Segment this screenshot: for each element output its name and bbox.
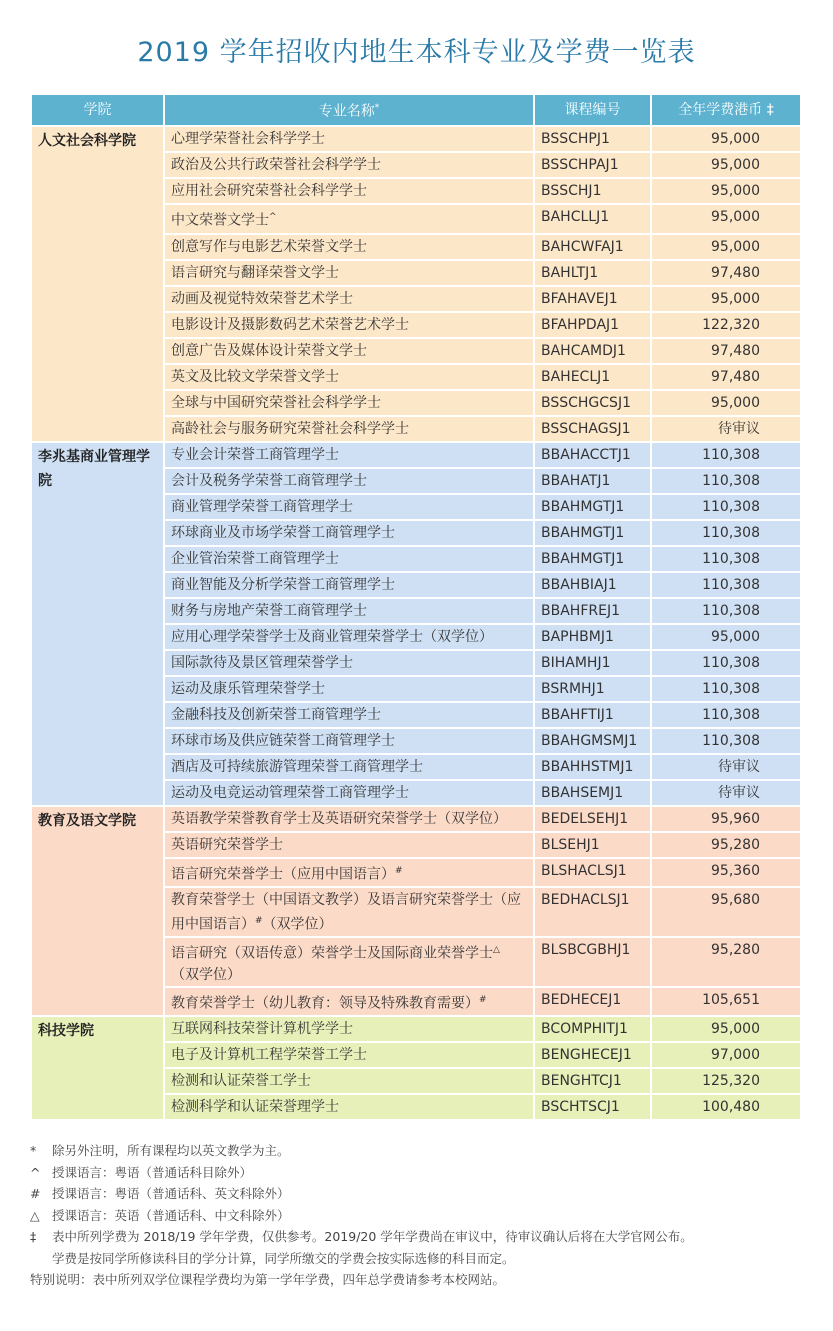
major-label: 应用社会研究荣誉社会科学学士 bbox=[171, 183, 367, 199]
major-label: 语言研究与翻译荣誉文学士 bbox=[171, 264, 339, 281]
major-label: 运动及康乐管理荣誉学士 bbox=[171, 680, 325, 697]
course-code: BLSHACLSJ1 bbox=[534, 858, 651, 888]
course-code: BBAHMGTJ1 bbox=[534, 494, 651, 520]
footnote bbox=[30, 1226, 693, 1248]
annual-fee: 110,308 bbox=[651, 650, 801, 676]
course-code: BBAHMGTJ1 bbox=[534, 520, 651, 546]
major-label: 运动及电竞运动管理荣誉工商管理学士 bbox=[171, 784, 409, 801]
annual-fee: 97,000 bbox=[651, 1042, 801, 1068]
header-major bbox=[164, 94, 534, 126]
footnote-text: 授课语言：粤语（普通话科、英文科除外） bbox=[52, 1186, 290, 1201]
course-code: BLSEHJ1 bbox=[534, 832, 651, 858]
major-label: 英语研究荣誉学士 bbox=[171, 836, 283, 853]
annual-fee: 95,960 bbox=[651, 806, 801, 832]
major-label: 互联网科技荣誉计算机学学士 bbox=[171, 1021, 353, 1038]
course-code: BLSBCGBHJ1 bbox=[534, 937, 651, 987]
major-name bbox=[164, 494, 534, 520]
major-name bbox=[164, 624, 534, 650]
major-label: 环球商业及市场学荣誉工商管理学士 bbox=[171, 524, 395, 541]
annual-fee: 95,280 bbox=[651, 937, 801, 987]
major-label: 创意广告及媒体设计荣誉文学士 bbox=[171, 342, 367, 359]
college-name: 李兆基商业管理学院 bbox=[31, 442, 164, 806]
language-mark: # bbox=[255, 916, 263, 927]
footnote bbox=[30, 1140, 693, 1162]
annual-fee: 95,280 bbox=[651, 832, 801, 858]
college-name: 教育及语文学院 bbox=[31, 806, 164, 1017]
course-code: BSSCHAGSJ1 bbox=[534, 416, 651, 442]
major-label: 动画及视觉特效荣誉艺术学士 bbox=[171, 290, 353, 307]
major-name bbox=[164, 832, 534, 858]
table-row bbox=[31, 442, 801, 468]
major-label: 中文荣誉文学士 bbox=[171, 212, 269, 229]
major-label: 专业会计荣誉工商管理学士 bbox=[171, 446, 339, 463]
course-code: BSRMHJ1 bbox=[534, 676, 651, 702]
major-name bbox=[164, 702, 534, 728]
language-mark: # bbox=[479, 994, 487, 1005]
annual-fee: 95,680 bbox=[651, 887, 801, 937]
annual-fee: 110,308 bbox=[651, 494, 801, 520]
major-suffix: （双学位） bbox=[262, 916, 333, 933]
major-label: 心理学荣誉社会科学学士 bbox=[171, 131, 325, 147]
college-name: 科技学院 bbox=[31, 1016, 164, 1120]
major-name bbox=[164, 204, 534, 234]
major-name bbox=[164, 126, 534, 152]
page-title: 2019 学年招收内地生本科专业及学费一览表 bbox=[137, 37, 696, 68]
header-fee-label: 全年学费港币 bbox=[678, 102, 763, 118]
major-label: 企业管治荣誉工商管理学士 bbox=[171, 550, 339, 567]
course-code: BBAHBIAJ1 bbox=[534, 572, 651, 598]
major-label: 英语教学荣誉教育学士及英语研究荣誉学士（双学位） bbox=[171, 810, 507, 827]
header-major-mark: * bbox=[374, 103, 380, 114]
major-name bbox=[164, 364, 534, 390]
header-fee-mark: ‡ bbox=[766, 102, 774, 118]
course-code: BBAHACCTJ1 bbox=[534, 442, 651, 468]
major-name bbox=[164, 780, 534, 806]
major-label: 全球与中国研究荣誉社会科学学士 bbox=[171, 394, 381, 411]
course-code: BBAHMGTJ1 bbox=[534, 546, 651, 572]
major-name bbox=[164, 987, 534, 1017]
major-label: 高龄社会与服务研究荣誉社会科学学士 bbox=[171, 420, 409, 437]
course-code: BEDELSEHJ1 bbox=[534, 806, 651, 832]
footnote-text: 学费是按同学所修读科目的学分计算，同学所缴交的学费会按实际选修的科目而定。 bbox=[52, 1250, 515, 1266]
course-code: BAHECLJ1 bbox=[534, 364, 651, 390]
major-name bbox=[164, 937, 534, 987]
major-name bbox=[164, 676, 534, 702]
table-row bbox=[31, 806, 801, 832]
programs-table bbox=[30, 93, 802, 1121]
major-name bbox=[164, 1068, 534, 1094]
major-label: 检测科学和认证荣誉理学士 bbox=[171, 1099, 339, 1116]
language-mark: # bbox=[395, 865, 403, 876]
footnotes bbox=[30, 1140, 693, 1291]
table-row bbox=[31, 126, 801, 152]
major-name bbox=[164, 806, 534, 832]
major-label: 环球市场及供应链荣誉工商管理学士 bbox=[171, 732, 395, 749]
major-name bbox=[164, 178, 534, 204]
annual-fee: 100,480 bbox=[651, 1094, 801, 1120]
course-code: BENGHTCJ1 bbox=[534, 1068, 651, 1094]
annual-fee: 110,308 bbox=[651, 676, 801, 702]
major-name bbox=[164, 442, 534, 468]
annual-fee: 122,320 bbox=[651, 312, 801, 338]
language-mark: △ bbox=[493, 944, 500, 955]
header-college: 学院 bbox=[31, 94, 164, 126]
course-code: BENGHECEJ1 bbox=[534, 1042, 651, 1068]
course-code: BBAHATJ1 bbox=[534, 468, 651, 494]
footnote-symbol: ‡ bbox=[30, 1229, 37, 1244]
major-label: 语言研究（双语传意）荣誉学士及国际商业荣誉学士 bbox=[171, 945, 493, 962]
course-code: BIHAMHJ1 bbox=[534, 650, 651, 676]
annual-fee: 110,308 bbox=[651, 442, 801, 468]
footnote-text: 表中所列学费为 2018/19 学年学费，仅供参考。2019/20 学年学费尚在审议中，待审议确认后将在大学官网公布。 bbox=[52, 1229, 693, 1244]
major-label: 商业管理学荣誉工商管理学士 bbox=[171, 498, 353, 515]
annual-fee: 待审议 bbox=[651, 754, 801, 780]
major-label: 财务与房地产荣誉工商管理学士 bbox=[171, 602, 367, 619]
major-name bbox=[164, 468, 534, 494]
course-code: BSCHTSCJ1 bbox=[534, 1094, 651, 1120]
footnote bbox=[30, 1205, 693, 1227]
major-name bbox=[164, 728, 534, 754]
course-code: BEDHECEJ1 bbox=[534, 987, 651, 1017]
footnote-symbol: ^ bbox=[30, 1164, 41, 1180]
footnote-symbol: △ bbox=[30, 1207, 40, 1223]
course-code: BAHCWFAJ1 bbox=[534, 234, 651, 260]
annual-fee: 97,480 bbox=[651, 338, 801, 364]
major-name bbox=[164, 598, 534, 624]
major-name bbox=[164, 260, 534, 286]
annual-fee: 110,308 bbox=[651, 598, 801, 624]
footnote-symbol bbox=[30, 1248, 52, 1270]
major-name bbox=[164, 312, 534, 338]
major-name bbox=[164, 1094, 534, 1120]
annual-fee: 125,320 bbox=[651, 1068, 801, 1094]
course-code: BAHCAMDJ1 bbox=[534, 338, 651, 364]
major-name bbox=[164, 572, 534, 598]
major-name bbox=[164, 546, 534, 572]
annual-fee: 95,000 bbox=[651, 178, 801, 204]
table-header bbox=[31, 94, 801, 126]
footnote bbox=[30, 1183, 693, 1205]
footnote-text: 除另外注明，所有课程均以英文教学为主。 bbox=[52, 1143, 290, 1158]
major-label: 商业智能及分析学荣誉工商管理学士 bbox=[171, 576, 395, 593]
major-label: 语言研究荣誉学士（应用中国语言） bbox=[171, 866, 395, 883]
language-mark: ^ bbox=[269, 212, 277, 222]
major-label: 教育荣誉学士（幼儿教育：领导及特殊教育需要） bbox=[171, 995, 479, 1012]
major-name bbox=[164, 234, 534, 260]
annual-fee: 95,000 bbox=[651, 624, 801, 650]
annual-fee: 95,000 bbox=[651, 152, 801, 178]
footnote bbox=[30, 1162, 693, 1184]
major-name bbox=[164, 650, 534, 676]
major-label: 国际款待及景区管理荣誉学士 bbox=[171, 654, 353, 671]
footnote-symbol: * bbox=[30, 1143, 37, 1158]
major-suffix: （双学位） bbox=[171, 966, 241, 983]
course-code: BSSCHJ1 bbox=[534, 178, 651, 204]
footnote bbox=[30, 1248, 693, 1270]
major-label: 检测和认证荣誉工学士 bbox=[171, 1073, 311, 1090]
course-code: BAHLTJ1 bbox=[534, 260, 651, 286]
major-name bbox=[164, 754, 534, 780]
footnote-symbol: # bbox=[30, 1186, 41, 1201]
annual-fee: 待审议 bbox=[651, 416, 801, 442]
header-major-label: 专业名称 bbox=[318, 103, 375, 120]
course-code: BBAHGMSMJ1 bbox=[534, 728, 651, 754]
annual-fee: 95,000 bbox=[651, 126, 801, 152]
major-label: 创意写作与电影艺术荣誉文学士 bbox=[171, 238, 367, 255]
course-code: BAPHBMJ1 bbox=[534, 624, 651, 650]
course-code: BBAHFTIJ1 bbox=[534, 702, 651, 728]
annual-fee: 95,360 bbox=[651, 858, 801, 888]
annual-fee: 110,308 bbox=[651, 468, 801, 494]
course-code: BFAHAVEJ1 bbox=[534, 286, 651, 312]
annual-fee: 97,480 bbox=[651, 260, 801, 286]
annual-fee: 95,000 bbox=[651, 204, 801, 234]
major-name bbox=[164, 887, 534, 937]
major-label: 金融科技及创新荣誉工商管理学士 bbox=[171, 706, 381, 723]
course-code: BSSCHPJ1 bbox=[534, 126, 651, 152]
annual-fee: 105,651 bbox=[651, 987, 801, 1017]
course-code: BSSCHPAJ1 bbox=[534, 152, 651, 178]
header-fee bbox=[651, 94, 801, 126]
major-label: 英文及比较文学荣誉文学士 bbox=[171, 368, 339, 385]
annual-fee: 110,308 bbox=[651, 728, 801, 754]
annual-fee: 110,308 bbox=[651, 546, 801, 572]
annual-fee: 110,308 bbox=[651, 520, 801, 546]
course-code: BBAHFREJ1 bbox=[534, 598, 651, 624]
course-code: BSSCHGCSJ1 bbox=[534, 390, 651, 416]
annual-fee: 95,000 bbox=[651, 1016, 801, 1042]
course-code: BBAHSEMJ1 bbox=[534, 780, 651, 806]
header-code: 课程编号 bbox=[534, 94, 651, 126]
major-label: 酒店及可持续旅游管理荣誉工商管理学士 bbox=[171, 758, 423, 775]
major-label: 会计及税务学荣誉工商管理学士 bbox=[171, 472, 367, 489]
annual-fee: 97,480 bbox=[651, 364, 801, 390]
footnote-text: 授课语言：粤语（普通话科目除外） bbox=[52, 1164, 253, 1180]
major-name bbox=[164, 152, 534, 178]
footnote-text: 授课语言：英语（普通话科、中文科除外） bbox=[52, 1207, 290, 1223]
annual-fee: 95,000 bbox=[651, 390, 801, 416]
annual-fee: 95,000 bbox=[651, 286, 801, 312]
annual-fee: 待审议 bbox=[651, 780, 801, 806]
course-code: BEDHACLSJ1 bbox=[534, 887, 651, 937]
major-label: 教育荣誉学士（中国语文教学）及语言研究荣誉学士（应用中国语言） bbox=[171, 892, 521, 933]
table-row bbox=[31, 1016, 801, 1042]
major-label: 政治及公共行政荣誉社会科学学士 bbox=[171, 157, 381, 173]
major-label: 应用心理学荣誉学士及商业管理荣誉学士（双学位） bbox=[171, 628, 493, 645]
major-label: 电影设计及摄影数码艺术荣誉艺术学士 bbox=[171, 316, 409, 333]
major-name bbox=[164, 390, 534, 416]
annual-fee: 110,308 bbox=[651, 572, 801, 598]
college-name: 人文社会科学院 bbox=[31, 126, 164, 442]
major-name bbox=[164, 520, 534, 546]
major-name bbox=[164, 1042, 534, 1068]
major-name bbox=[164, 416, 534, 442]
major-name bbox=[164, 858, 534, 888]
annual-fee: 95,000 bbox=[651, 234, 801, 260]
annual-fee: 110,308 bbox=[651, 702, 801, 728]
special-note: 特别说明：表中所列双学位课程学费均为第一学年学费，四年总学费请参考本校网站。 bbox=[30, 1272, 506, 1287]
course-code: BAHCLLJ1 bbox=[534, 204, 651, 234]
course-code: BBAHHSTMJ1 bbox=[534, 754, 651, 780]
major-name bbox=[164, 1016, 534, 1042]
course-code: BFAHPDAJ1 bbox=[534, 312, 651, 338]
course-code: BCOMPHITJ1 bbox=[534, 1016, 651, 1042]
major-name bbox=[164, 338, 534, 364]
major-name bbox=[164, 286, 534, 312]
major-label: 电子及计算机工程学荣誉工学士 bbox=[171, 1047, 367, 1064]
